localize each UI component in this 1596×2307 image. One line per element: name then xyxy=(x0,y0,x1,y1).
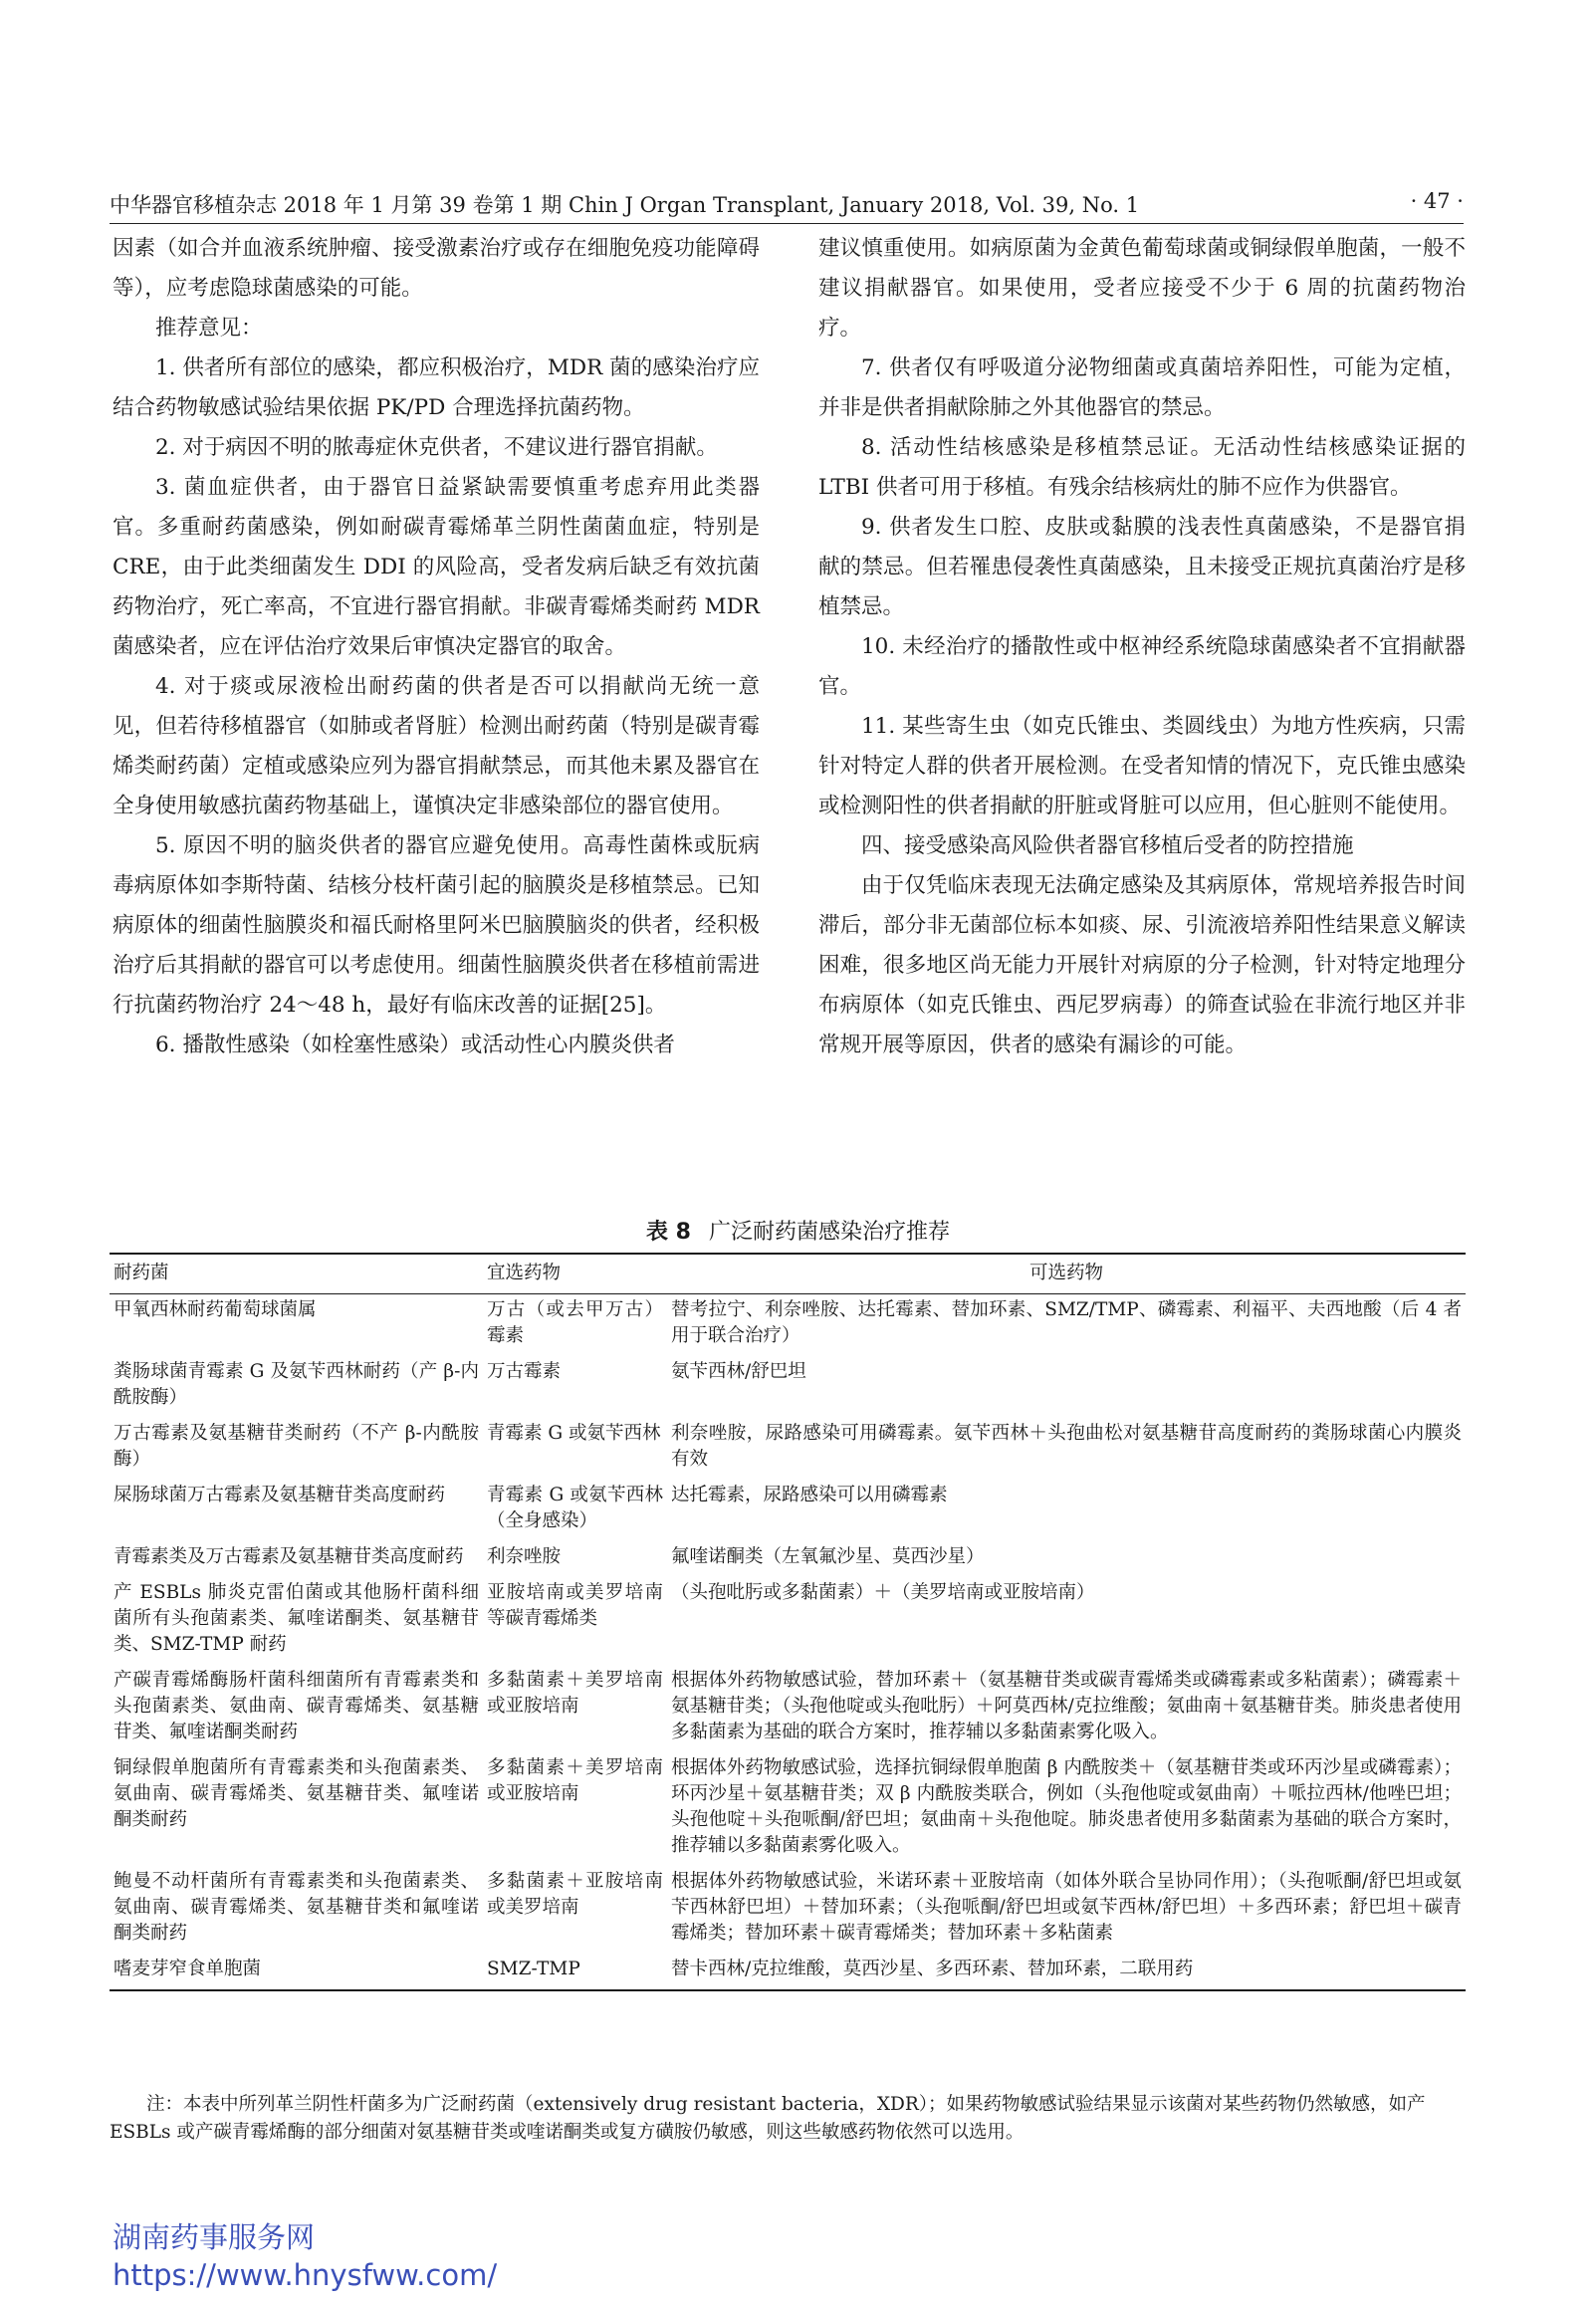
table-row xyxy=(110,1480,1466,1541)
table-row xyxy=(110,1418,1466,1480)
table-cell: 嗜麦芽窄食单胞菌 xyxy=(114,1958,262,1979)
paragraph: 9. 供者发生口腔、皮肤或黏膜的浅表性真菌感染，不是器官捐献的禁忌。但若罹患侵袭性真菌感染，且未接受正规抗真菌治疗是移植禁忌。 xyxy=(818,515,1466,619)
table-row xyxy=(110,1954,1466,1990)
table-footnote: 注：本表中所列革兰阴性杆菌多为广泛耐药菌（extensively drug resistant bacteria，XDR）；如果药物敏感试验结果显示该菌对某些药物仍然敏感，如产 ESBLs 或产碳青霉烯酶的部分细菌对氨基糖苷类或喹诺酮类或复方磺胺仍敏感，则这些敏感药物依然可以选用。 xyxy=(110,2094,1426,2143)
table-row xyxy=(110,1541,1466,1577)
paragraph: 10. 未经治疗的播散性或中枢神经系统隐球菌感染者不宜捐献器官。 xyxy=(818,634,1466,699)
table-cell: 鲍曼不动杆菌所有青霉素类和头孢菌素类、氨曲南、碳青霉烯类、氨基糖苷类和氟喹诺酮类耐药 xyxy=(114,1870,479,1944)
paragraph: 6. 播散性感染（如栓塞性感染）或活动性心内膜炎供者 xyxy=(155,1033,675,1057)
table-cell: 产 ESBLs 肺炎克雷伯菌或其他肠杆菌科细菌所有头孢菌素类、氟喹诺酮类、氨基糖苷类、SMZ-TMP 耐药 xyxy=(114,1581,479,1655)
table-cell: SMZ-TMP xyxy=(487,1958,580,1979)
paragraph: 4. 对于痰或尿液检出耐药菌的供者是否可以捐献尚无统一意见，但若待移植器官（如肺或者肾脏）检测出耐药菌（特别是碳青霉烯类耐药菌）定植或感染应列为器官捐献禁忌，而其他未累及器官在全身使用敏感抗菌药物基础上，谨慎决定非感染部位的器官使用。 xyxy=(113,674,760,818)
header-divider xyxy=(110,223,1464,224)
section-heading: 四、接受感染高风险供者器官移植后受者的防控措施 xyxy=(861,833,1354,858)
table-cell: 亚胺培南或美罗培南等碳青霉烯类 xyxy=(487,1581,663,1629)
table-cell: 青霉素 G 或氨苄西林 xyxy=(487,1422,661,1444)
table-cell: 多黏菌素＋美罗培南或亚胺培南 xyxy=(487,1669,663,1717)
column-header: 耐药菌 xyxy=(114,1263,169,1284)
table-cell: 氟喹诺酮类（左氧氟沙星、莫西沙星） xyxy=(671,1545,985,1567)
column-header: 宜选药物 xyxy=(487,1263,562,1284)
table-row xyxy=(110,1866,1466,1954)
watermark-site-name: 湖南药事服务网 xyxy=(113,2220,316,2254)
column-header: 可选药物 xyxy=(1028,1263,1103,1284)
table-cell: 利奈唑胺，尿路感染可用磷霉素。氨苄西林＋头孢曲松对氨基糖苷高度耐药的粪肠球菌心内膜炎有效 xyxy=(671,1422,1462,1470)
paragraph: 3. 菌血症供者，由于器官日益紧缺需要慎重考虑弃用此类器官。多重耐药菌感染，例如耐碳青霉烯革兰阴性菌菌血症，特别是 CRE，由于此类细菌发生 DDI 的风险高，受者发病后缺乏有效抗菌药物治疗，死亡率高，不宜进行器官捐献。非碳青霉烯类耐药 MDR 菌感染者，应在评估治疗效果后审慎决定器官的取舍。 xyxy=(113,475,760,659)
table-cell: 根据体外药物敏感试验，米诺环素＋亚胺培南（如体外联合呈协同作用）；（头孢哌酮/舒巴坦或氨苄西林舒巴坦）＋替加环素；（头孢哌酮/舒巴坦或氨苄西林/舒巴坦）＋多西环素；舒巴坦＋碳青霉烯类；替加环素＋碳青霉烯类；替加环素＋多粘菌素 xyxy=(671,1870,1462,1944)
paragraph: 建议慎重使用。如病原菌为金黄色葡萄球菌或铜绿假单胞菌，一般不建议捐献器官。如果使用，受者应接受不少于 6 周的抗菌药物治疗。 xyxy=(818,236,1466,341)
table-row xyxy=(110,1752,1466,1866)
table-row xyxy=(110,1293,1466,1356)
table-cell: （头孢吡肟或多黏菌素）＋（美罗培南或亚胺培南） xyxy=(671,1581,1095,1603)
paragraph: 7. 供者仅有呼吸道分泌物细菌或真菌培养阳性，可能为定植，并非是供者捐献除肺之外其他器官的禁忌。 xyxy=(818,355,1466,420)
table-row xyxy=(110,1665,1466,1752)
table-header-row xyxy=(110,1254,1466,1293)
table-cell: 多黏菌素＋美罗培南或亚胺培南 xyxy=(487,1756,663,1804)
table-cell: 根据体外药物敏感试验，替加环素＋（氨基糖苷类或碳青霉烯类或磷霉素或多粘菌素）；磷霉素＋氨基糖苷类；（头孢他啶或头孢吡肟）＋阿莫西林/克拉维酸；氨曲南＋氨基糖苷类。肺炎患者使用多黏菌素为基础的联合方案时，推荐辅以多黏菌素雾化吸入。 xyxy=(671,1669,1462,1742)
watermark-url[interactable]: https://www.hnysfww.com/ xyxy=(113,2258,498,2292)
table-cell: 屎肠球菌万古霉素及氨基糖苷类高度耐药 xyxy=(114,1484,446,1505)
table-row xyxy=(110,1356,1466,1418)
table-cell: 利奈唑胺 xyxy=(487,1545,562,1567)
table-cell: 达托霉素，尿路感染可以用磷霉素 xyxy=(671,1484,948,1505)
table-cell: 多黏菌素＋亚胺培南或美罗培南 xyxy=(487,1870,663,1918)
paragraph: 8. 活动性结核感染是移植禁忌证。无活动性结核感染证据的 LTBI 供者可用于移植。有残余结核病灶的肺不应作为供器官。 xyxy=(818,435,1466,500)
page-number: · 47 · xyxy=(1410,189,1464,213)
paragraph: 1. 供者所有部位的感染，都应积极治疗，MDR 菌的感染治疗应结合药物敏感试验结果依据 PK/PD 合理选择抗菌药物。 xyxy=(113,355,760,420)
table-number: 表 8 xyxy=(646,1220,691,1245)
paragraph: 5. 原因不明的脑炎供者的器官应避免使用。高毒性菌株或朊病毒病原体如李斯特菌、结核分枝杆菌引起的脑膜炎是移植禁忌。已知病原体的细菌性脑膜炎和福氏耐格里阿米巴脑膜脑炎的供者，经积极治疗后其捐献的器官可以考虑使用。细菌性脑膜炎供者在移植前需进行抗菌药物治疗 24～48 h，最好有临床改善的证据[25]。 xyxy=(113,833,760,1018)
table-caption xyxy=(0,1215,1596,1246)
table-cell: 青霉素 G 或氨苄西林（全身感染） xyxy=(487,1484,663,1531)
table-cell: 青霉素类及万古霉素及氨基糖苷类高度耐药 xyxy=(114,1545,464,1567)
table-row xyxy=(110,1577,1466,1665)
paragraph: 因素（如合并血液系统肿瘤、接受激素治疗或存在细胞免疫功能障碍等），应考虑隐球菌感染的可能。 xyxy=(113,236,760,301)
table-cell: 替考拉宁、利奈唑胺、达托霉素、替加环素、SMZ/TMP、磷霉素、利福平、夫西地酸（后 4 者用于联合治疗） xyxy=(671,1298,1462,1346)
right-text-column xyxy=(818,229,1466,1065)
running-header xyxy=(110,189,1464,221)
table-cell: 氨苄西林/舒巴坦 xyxy=(671,1360,806,1382)
table-cell: 铜绿假单胞菌所有青霉素类和头孢菌素类、氨曲南、碳青霉烯类、氨基糖苷类、氟喹诺酮类耐药 xyxy=(114,1756,479,1830)
table-cell: 万古（或去甲万古）霉素 xyxy=(487,1298,663,1346)
table-cell: 甲氧西林耐药葡萄球菌属 xyxy=(114,1298,317,1320)
recommendation-heading: 推荐意见： xyxy=(155,316,263,341)
table-cell: 万古霉素及氨基糖苷类耐药（不产 β-内酰胺酶） xyxy=(114,1422,479,1470)
table-cell: 根据体外药物敏感试验，选择抗铜绿假单胞菌 β 内酰胺类＋（氨基糖苷类或环丙沙星或磷霉素）；环丙沙星＋氨基糖苷类；双 β 内酰胺类联合，例如（头孢他啶或氨曲南）＋哌拉西林/他唑巴坦；头孢他啶＋头孢哌酮/舒巴坦；氨曲南＋头孢他啶。肺炎患者使用多黏菌素为基础的联合方案时，推荐辅以多黏菌素雾化吸入。 xyxy=(671,1756,1462,1856)
left-text-column xyxy=(113,229,760,1065)
journal-citation: 中华器官移植杂志 2018 年 1 月第 39 卷第 1 期 Chin J Organ Transplant, January 2018, Vol. 39, No. 1 xyxy=(110,193,1140,217)
paragraph: 11. 某些寄生虫（如克氏锥虫、类圆线虫）为地方性疾病，只需针对特定人群的供者开展检测。在受者知情的情况下，克氏锥虫感染或检测阳性的供者捐献的肝脏或肾脏可以应用，但心脏则不能使用。 xyxy=(818,714,1466,818)
table-cell: 产碳青霉烯酶肠杆菌科细菌所有青霉素类和头孢菌素类、氨曲南、碳青霉烯类、氨基糖苷类、氟喹诺酮类耐药 xyxy=(114,1669,479,1742)
table-cell: 替卡西林/克拉维酸，莫西沙星、多西环素、替加环素，二联用药 xyxy=(671,1958,1194,1979)
paragraph: 由于仅凭临床表现无法确定感染及其病原体，常规培养报告时间滞后，部分非无菌部位标本如痰、尿、引流液培养阳性结果意义解读困难，很多地区尚无能力开展针对病原的分子检测，针对特定地理分布病原体（如克氏锥虫、西尼罗病毒）的筛查试验在非流行地区并非常规开展等原因，供者的感染有漏诊的可能。 xyxy=(818,873,1466,1057)
table-cell: 粪肠球菌青霉素 G 及氨苄西林耐药（产 β-内酰胺酶） xyxy=(114,1360,479,1408)
table-title: 广泛耐药菌感染治疗推荐 xyxy=(708,1220,950,1245)
paragraph: 2. 对于病因不明的脓毒症休克供者，不建议进行器官捐献。 xyxy=(155,435,718,460)
table-cell: 万古霉素 xyxy=(487,1360,562,1382)
treatment-table xyxy=(110,1253,1466,1991)
